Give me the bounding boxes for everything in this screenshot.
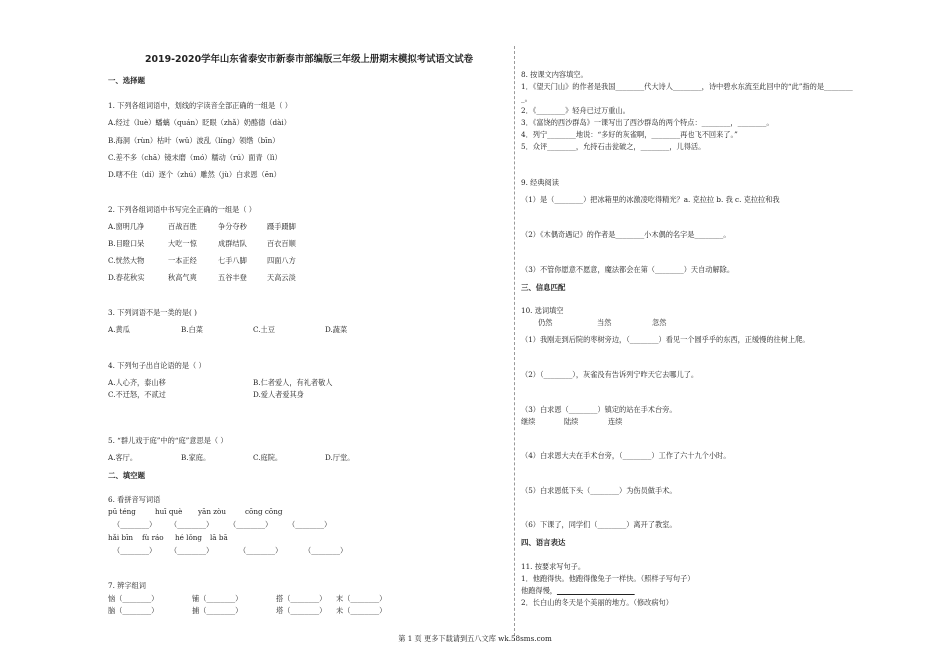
word: 百衣百顺 xyxy=(267,239,296,248)
answer-blank[interactable]: 脑（________） xyxy=(108,606,159,615)
fill-line: （6）下课了，同学们（________）离开了教室。 xyxy=(521,520,677,529)
option-a: A.经过（luè）蟠螭（quán）眨眼（zhǎ）奶酪德（dài） xyxy=(108,118,291,127)
answer-blank[interactable]: 未（________） xyxy=(336,606,387,615)
question-stem: 3. 下列词语不是一类的是( ) xyxy=(108,308,197,317)
answer-blank[interactable]: 恼（________） xyxy=(108,594,159,603)
fill-line: _。 xyxy=(521,94,532,103)
fill-line: 4．列宁________地说：“多好的灰雀啊，________再也飞不回来了。” xyxy=(521,130,738,139)
option-b: B.家庭。 xyxy=(181,453,211,462)
word: 争分夺秒 xyxy=(218,222,247,231)
question-stem: 5. “群儿戏于庭”中的“庭”意思是（ ） xyxy=(108,436,228,445)
column-divider xyxy=(514,46,515,641)
fill-line: （1）是（________）把冰箱里的冰激凌吃得精光？a. 克拉拉 b. 我 c. 克拉拉和我 xyxy=(521,195,780,204)
answer-blank[interactable]: （________） xyxy=(229,520,273,529)
answer-blank[interactable]: 塔（________） xyxy=(276,606,327,615)
answer-blank[interactable]: （________） xyxy=(113,546,157,555)
answer-blank[interactable]: 搭（________） xyxy=(276,594,327,603)
fill-line: 5．众评________，允持石击瓮破之，________，儿得活。 xyxy=(521,142,706,151)
question-stem: 6. 看拼音写词语 xyxy=(108,495,161,504)
fill-line: （5）白求恩低下头（________）为伤员做手术。 xyxy=(521,486,677,495)
answer-blank[interactable]: 末（________） xyxy=(336,594,387,603)
answer-blank[interactable]: （________） xyxy=(239,546,283,555)
option-c: C.土豆 xyxy=(253,325,275,334)
word-choice: 当然 xyxy=(597,318,612,327)
question-stem: 4. 下列句子出自论语的是（ ） xyxy=(108,361,206,370)
question-stem: 1. 下列各组词语中，划线的字读音全部正确的一组是（ ） xyxy=(108,101,292,110)
fill-line: 2．《________》轻舟已过万重山。 xyxy=(521,106,630,115)
option-b: B.仁者爱人，有礼者敬人 xyxy=(253,378,333,387)
word: 五谷丰登 xyxy=(218,273,247,282)
fill-line: 1．他跑得快。他跑得像兔子一样快。（照样子写句子） xyxy=(521,574,695,583)
fill-line: （3）不管你愿意不愿意，魔法都会在第（________）天自动解除。 xyxy=(521,265,735,274)
answer-blank[interactable]: 捕（________） xyxy=(192,606,243,615)
question-stem: 8. 按课文内容填空。 xyxy=(521,70,588,79)
pinyin: fù ráo xyxy=(142,533,164,542)
pinyin: pū téng xyxy=(108,507,136,516)
word: 四面八方 xyxy=(267,256,296,265)
fill-line xyxy=(521,586,635,595)
option-d: D.春花秋实 xyxy=(108,273,145,282)
pinyin: lā bā xyxy=(210,533,228,542)
fill-line: （1）我刚走到后院的枣树旁边，（________）看见一个圆乎乎的东西，正缓慢的往树上爬。 xyxy=(521,335,810,344)
word: 天高云淡 xyxy=(267,273,296,282)
answer-blank[interactable] xyxy=(557,586,635,595)
word-choice: 忽然 xyxy=(652,318,667,327)
answer-blank[interactable]: （________） xyxy=(170,520,214,529)
section-heading: 一、选择题 xyxy=(108,76,145,85)
fill-line: （4）白求恩大夫在手术台旁，（________）工作了六十九个小时。 xyxy=(521,451,731,460)
pinyin: hé lǒng xyxy=(175,533,203,542)
fill-line: 2．长白山的冬天是个美丽的地方。（修改病句） xyxy=(521,598,673,607)
answer-blank[interactable]: （________） xyxy=(170,546,214,555)
question-stem: 10. 选词填空 xyxy=(521,306,564,315)
word-choice: 连续 xyxy=(608,417,623,426)
word: 七手八脚 xyxy=(218,256,247,265)
answer-blank[interactable]: 铺（________） xyxy=(192,594,243,603)
word-choice: 仍然 xyxy=(538,318,553,327)
section-heading: 二、填空题 xyxy=(108,471,145,480)
answer-blank[interactable]: （________） xyxy=(113,520,157,529)
answer-blank[interactable]: （________） xyxy=(304,546,348,555)
page-title: 2019-2020学年山东省泰安市新泰市部编版三年级上册期末模拟考试语文试卷 xyxy=(145,54,473,65)
option-a: A.人心齐，泰山移 xyxy=(108,378,166,387)
page-footer: 第 1 页 更多下载请到五八文库 wk.58sms.com xyxy=(398,634,552,643)
word: 百战百胜 xyxy=(168,222,197,231)
word: 一本正经 xyxy=(168,256,197,265)
option-b: B.白菜 xyxy=(181,325,203,334)
section-heading: 四、语言表达 xyxy=(521,538,566,547)
fill-line: 3．《富饶的西沙群岛》一课写出了西沙群岛的两个特点：________，________。 xyxy=(521,118,774,127)
section-heading: 三、信息匹配 xyxy=(521,283,566,292)
pinyin: yān zòu xyxy=(198,507,227,516)
answer-blank[interactable]: （________） xyxy=(288,520,332,529)
question-stem: 9. 经典阅读 xyxy=(521,178,559,187)
question-stem: 11. 按要求写句子。 xyxy=(521,562,586,571)
option-d: D.厅堂。 xyxy=(325,453,355,462)
pinyin: huī què xyxy=(155,507,183,516)
option-d: D.蔬菜 xyxy=(325,325,348,334)
fill-line: （2）《木偶奇遇记》的作者是________小木偶的名字是________。 xyxy=(521,230,731,239)
word: 大吃一惊 xyxy=(168,239,197,248)
option-a: A.客厅。 xyxy=(108,453,138,462)
option-a: A.窗明几净 xyxy=(108,222,145,231)
option-c: C.庭院。 xyxy=(253,453,283,462)
sentence-start: 他跑得慢， xyxy=(521,586,557,595)
option-b: B.目瞪口呆 xyxy=(108,239,145,248)
option-d: D.嗐不住（dí）逐个（zhú）雕然（jù）白求恩（ēn） xyxy=(108,170,281,179)
word: 秋高气爽 xyxy=(168,273,197,282)
fill-line: （2）（________），灰雀没有告诉列宁昨天它去哪儿了。 xyxy=(521,370,699,379)
option-a: A.黄瓜 xyxy=(108,325,130,334)
option-c: C.不迁怒，不贰过 xyxy=(108,390,166,399)
word-choice: 继续 xyxy=(521,417,536,426)
option-c: C.差不多（chā）镜未磨（mó）糯动（rú）面青（lì） xyxy=(108,153,282,162)
word: 蹑手蹑脚 xyxy=(267,222,296,231)
fill-line: 1．《望天门山》的作者是我国________代大诗人________，诗中碧水东流至此回中的“此”指的是________ xyxy=(521,82,853,91)
pinyin: cōng cōng xyxy=(245,507,283,516)
pinyin: hǎi bīn xyxy=(108,533,134,542)
question-stem: 2. 下列各组词语中书写完全正确的一组是（ ） xyxy=(108,205,256,214)
question-stem: 7. 辨字组词 xyxy=(108,581,146,590)
fill-line: （3）白求恩（________）镇定的站在手术台旁。 xyxy=(521,405,677,414)
word-choice: 陆续 xyxy=(564,417,579,426)
option-b: B.海洞（rùn）枯叶（wǔ）波乱（líng）领绺（bīn） xyxy=(108,136,280,145)
option-d: D.爱人者爱其身 xyxy=(253,390,304,399)
word: 成群结队 xyxy=(218,239,247,248)
option-c: C.恍然大物 xyxy=(108,256,145,265)
